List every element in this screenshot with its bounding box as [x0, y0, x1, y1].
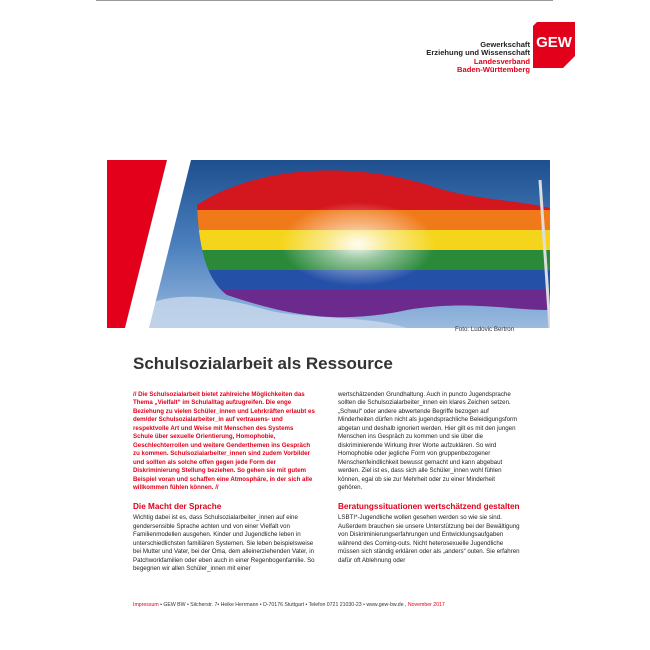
top-rule	[96, 0, 553, 1]
footer-details: • GEW BW • Silcherstr. 7• Heike Herrmann • D-70176 Stuttgart • Telefon 0721 21030-23 • www.gew-bw.de ,	[158, 602, 408, 608]
column-left	[133, 391, 315, 574]
gew-logo	[533, 22, 575, 68]
org-line-2: Erziehung und Wissenschaft	[426, 48, 530, 58]
rainbow-flag-photo	[107, 160, 550, 328]
continued-paragraph: wertschätzenden Grundhaltung. Auch in puncto Jugendsprache sollten die Schulsozialarbeiter_innen ein klares Zeichen setzen. „Schwul“ oder andere abwertende Begriffe bezogen auf Minderheiten dürfen nicht als jugendsprachliche Beleidigungsform abgetan und deshalb ignoriert werden. Hier gilt es mit den jungen Menschen ins Gespräch zu kommen und sie über die diskriminierende Wirkung ihrer Worte aufzuklären. So wird Homophobie oder jegliche Form von gruppenbezogener Menschenfeindlichkeit bewusst gemacht und kann abgebaut werden. Ziel ist es, dass sich alle Schüler_innen wohl fühlen können, egal ob sie zur Mehrheit oder zu einer Minderheit gehören.	[338, 391, 518, 491]
lead-paragraph: // Die Schulsozialarbeit bietet zahlreiche Möglichkeiten das Thema „Vielfalt“ im Schulalltag aufzugreifen. Die enge Beziehung zu vielen Schüler_innen und Lehrkräften erlaubt es dem/der Schulsozialarbeiter_in auf vertrauens- und respektvolle Art und Weise mit Menschen des Systems Schule über sexuelle Orientierung, Homophobie, Geschlechterrollen und weitere Genderthemen ins Gespräch zu kommen. Schulsozialarbeiter_innen sind zudem Vorbilder und sollten als solche offen gegen jede Form der Diskriminierung Stellung beziehen. So gehen sie mit gutem Beispiel voran und schaffen eine Atmosphäre, in der sich alle willkommen fühlen können. //	[133, 391, 315, 491]
section-text-beratung: LSBTI*-Jugendliche wollen gesehen werden so wie sie sind. Außerdem brauchen sie unsere Unterstützung bei der Bewältigung von Diskriminierungserfahrungen und Entwicklungsaufgaben während des Coming-outs. Nicht heterosexuelle Jugendliche müssen sich ständig erklären oder als „anders“ outen. Sie erfahren dafür oft Ablehnung oder	[338, 514, 520, 564]
org-line-1: Gewerkschaft	[480, 40, 530, 49]
org-line-3: Landesverband	[473, 56, 530, 66]
footer-impressum: Impressum	[133, 602, 159, 608]
org-block	[426, 41, 530, 75]
section-text-sprache: Wichtig dabei ist es, dass Schulsozialarbeiter_innen auf eine gendersensible Sprache achten und von einer Vielfalt von Familienmodellen ausgehen. Kinder und Jugendliche leben in unterschiedlichsten familiären Systemen. Sie leben beispielsweise bei Mutter und Vater, bei der Oma, dem alleinerziehenden Vater, in Patchworkfamilien oder eben auch in einer Regenbogenfamilie. So begegnen wir allen Schüler_innen mit einer	[133, 514, 315, 573]
section-heading-beratung: Beratungssituationen wertschätzend gestalten	[338, 502, 520, 512]
footer-date: November 2017	[407, 602, 445, 608]
article-title: Schulsozialarbeit als Ressource	[133, 354, 393, 373]
logo-text: GEW	[536, 34, 572, 51]
column-right	[338, 391, 520, 565]
section-heading-sprache: Die Macht der Sprache	[133, 502, 222, 512]
photo-caption: Foto: Ludovic Bertron	[455, 326, 515, 333]
footer	[133, 602, 445, 608]
org-line-4: Baden-Württemberg	[457, 65, 530, 75]
